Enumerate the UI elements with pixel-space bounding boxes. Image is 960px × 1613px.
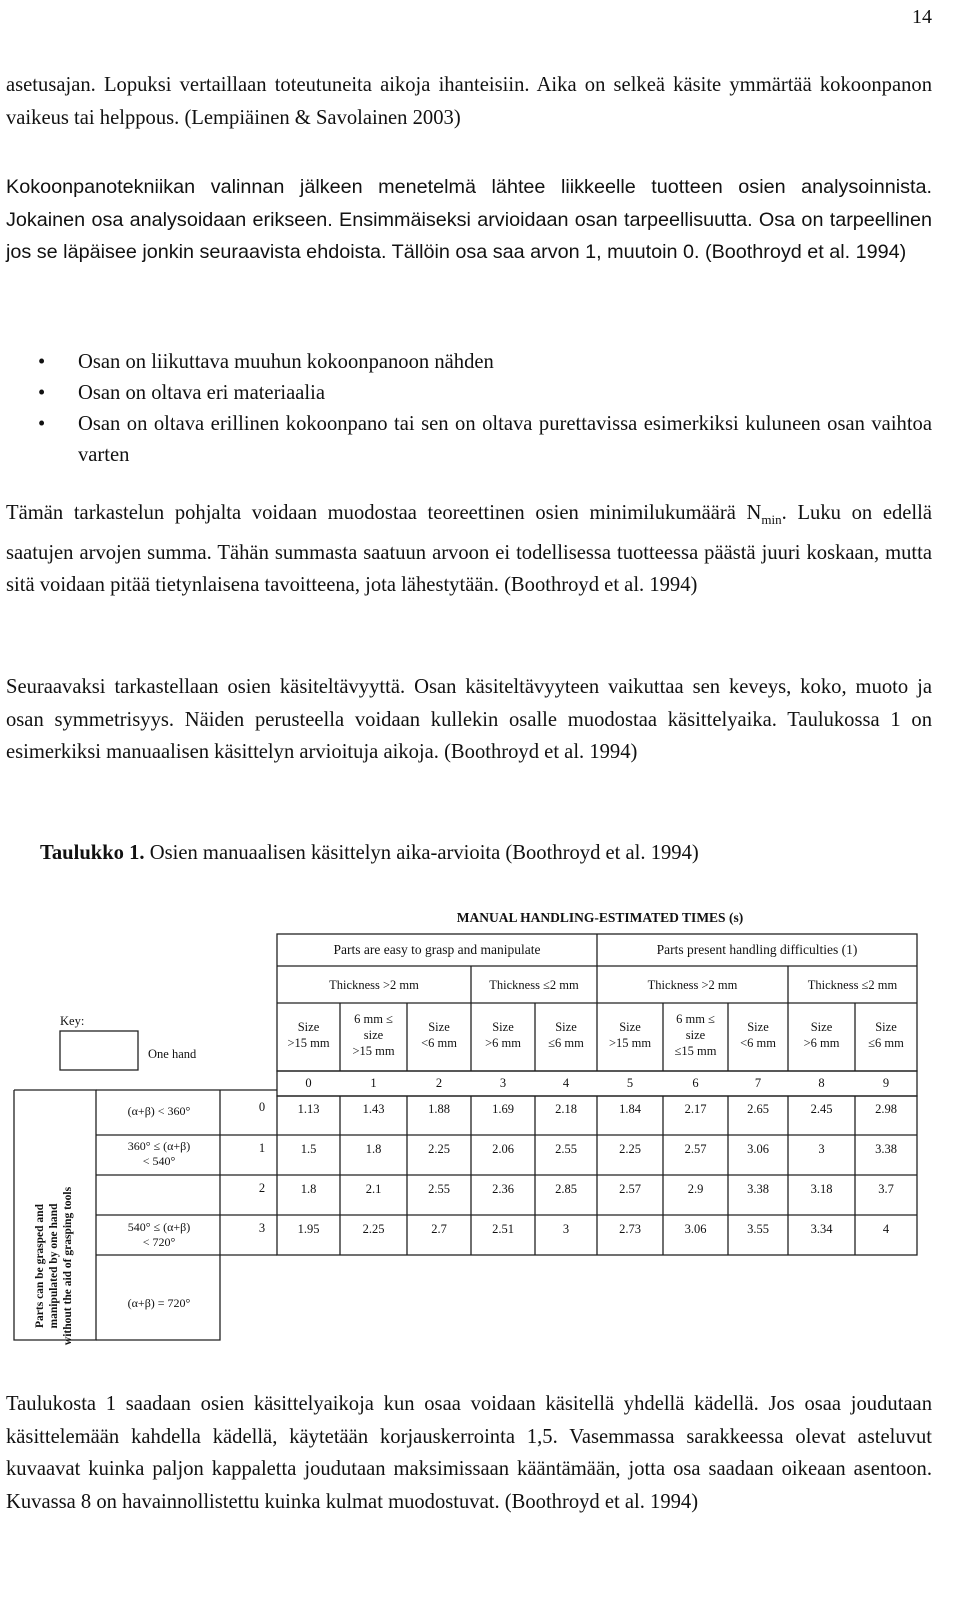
table-cell: 3.18	[810, 1182, 833, 1196]
angle-label-3: (α+β) = 720°	[127, 1296, 191, 1310]
angle-label-2: 540° ≤ (α+β) < 720°	[127, 1220, 191, 1249]
side-label: Parts can be grasped and manipulated by one hand without the aid of grasping tools	[34, 1186, 74, 1346]
table-cell: 2.57	[619, 1182, 641, 1196]
row-index-0: 0	[258, 1100, 266, 1114]
table-cell: 2.65	[747, 1102, 769, 1116]
column-index-cell: 5	[626, 1076, 634, 1090]
table-cell: 2.51	[492, 1222, 514, 1236]
table-cell: 1.8	[365, 1142, 382, 1156]
list-item-text: Osan on oltava erillinen kokoonpano tai sen on oltava purettavissa esimerkiksi kuluneen osan vaihtoa varten	[78, 413, 932, 466]
column-index-cell: 0	[305, 1076, 312, 1090]
thickness-header-1: Thickness >2 mm	[329, 978, 419, 992]
paragraph-3-end: . Luku on edellä saatujen arvojen summa. Tähän summasta saatuun arvoon ei todellisessa tuotteessa päästä juuri koskaan, mutta sitä voidaan pitää tietynlaisena tavoitteena, jota lähestytään. (Boothroyd et al. 1994)	[6, 502, 932, 597]
size-header-cell: 6 mm ≤ size ≤15 mm	[674, 1012, 717, 1058]
table-cell: 2.7	[431, 1222, 447, 1236]
list-item-text: Osan on oltava eri materiaalia	[78, 382, 326, 404]
table-cell: 2.98	[875, 1102, 897, 1116]
table-cell: 2.9	[687, 1182, 704, 1196]
table-cell: 1.13	[297, 1102, 320, 1116]
column-index-cell: 7	[754, 1076, 762, 1090]
key-one-hand-label: One hand	[148, 1047, 197, 1061]
size-header-cell: Size ≤6 mm	[548, 1020, 584, 1050]
table-cell: 2.06	[492, 1142, 514, 1156]
table-cell: 1.8	[300, 1182, 317, 1196]
size-header-cell: Size >15 mm	[608, 1020, 652, 1050]
table-cell: 3.7	[878, 1182, 894, 1196]
table-cell: 3	[818, 1142, 825, 1156]
table-cell: 3.34	[810, 1222, 833, 1236]
table-cell: 3.06	[747, 1142, 769, 1156]
paragraph-5-block	[6, 1388, 932, 1518]
size-header-cell: 6 mm ≤ size >15 mm	[352, 1012, 395, 1058]
table-cell: 2.55	[555, 1142, 577, 1156]
table-cell: 3.38	[875, 1142, 897, 1156]
paragraph-2: Kokoonpanotekniikan valinnan jälkeen menetelmä lähtee liikkeelle tuotteen osien analysoinnista. Jokainen osa analysoidaan erikseen. Ensimmäiseksi arvioidaan osan tarpeellisuutta. Osa on tarpeellinen jos se läpäisee jonkin seuraavista ehdoista. Tällöin osa saa arvon 1, muutoin 0. (Boothroyd et al. 1994)	[6, 176, 932, 264]
table-cell: 2.45	[810, 1102, 833, 1116]
size-header-cell: Size >15 mm	[287, 1020, 330, 1050]
side-label-box	[16, 1186, 92, 1346]
column-index-cell: 3	[499, 1076, 507, 1090]
table-cell: 2.17	[684, 1102, 707, 1116]
table-cell: 2.57	[684, 1142, 707, 1156]
table-cell: 2.55	[428, 1182, 450, 1196]
paragraph-3-start: Tämän tarkastelun pohjalta voidaan muodostaa teoreettinen osien minimilukumäärä N	[6, 502, 762, 524]
table-cell: 2.73	[619, 1222, 641, 1236]
nmin-subscript: min	[761, 512, 782, 528]
table-cell: 2.85	[555, 1182, 577, 1196]
table-cell: 2.36	[492, 1182, 514, 1196]
table-cell: 3.55	[747, 1222, 769, 1236]
size-header-cell: Size >6 mm	[485, 1020, 521, 1050]
bullet-icon: •	[38, 413, 46, 435]
group-easy-header: Parts are easy to grasp and manipulate	[333, 942, 541, 957]
paragraph-5: Taulukosta 1 saadaan osien käsittelyaikoja kun osaa voidaan käsitellä yhdellä kädellä. Jos osaa joudutaan käsittelemään kahdella kädellä, käytetään korjauskerrointa 1,5. Vasemmassa sarakkeessa olevat asteluvut kuvaavat kuinka paljon kappaletta joudutaan maksimissaan kääntämään, jotta osa saadaan oikeaan asentoon. Kuvassa 8 on havainnollistettu kuinka kulmat muodostuvat. (Boothroyd et al. 1994)	[6, 1393, 932, 1513]
table-cell: 2.25	[619, 1142, 641, 1156]
table-cell: 1.84	[619, 1102, 641, 1116]
table-cell: 3.06	[684, 1222, 707, 1236]
column-index-cell: 2	[435, 1076, 443, 1090]
thickness-header-3: Thickness >2 mm	[647, 978, 738, 992]
list-item-text: Osan on liikuttava muuhun kokoonpanoon nähden	[78, 351, 494, 373]
table-cell: 3	[562, 1222, 570, 1236]
size-header-cell: Size <6 mm	[421, 1020, 457, 1050]
table-cell: 1.95	[297, 1222, 320, 1236]
angle-label-0: (α+β) < 360°	[127, 1104, 191, 1118]
table-cell: 4	[882, 1222, 890, 1236]
group-difficult-header: Parts present handling difficulties (1)	[656, 942, 858, 957]
row-index-2: 2	[258, 1181, 266, 1195]
column-index-cell: 6	[692, 1076, 699, 1090]
thickness-header-4: Thickness ≤2 mm	[807, 978, 898, 992]
table-cell: 1.43	[362, 1102, 385, 1116]
key-label: Key:	[60, 1014, 85, 1028]
angle-label-1: 360° ≤ (α+β) < 540°	[127, 1139, 191, 1168]
table-title: MANUAL HANDLING-ESTIMATED TIMES (s)	[456, 910, 744, 925]
column-index-cell: 8	[818, 1076, 825, 1090]
table-cell: 2.25	[428, 1142, 450, 1156]
table-cell: 1.88	[428, 1102, 450, 1116]
size-header-cell: Size <6 mm	[740, 1020, 776, 1050]
caption-text: Osien manuaalisen käsittelyn aika-arvioita (Boothroyd et al. 1994)	[144, 842, 699, 864]
caption-label: Taulukko 1.	[40, 842, 145, 864]
paragraph-4: Seuraavaksi tarkastellaan osien käsiteltävyyttä. Osan käsiteltävyyteen vaikuttaa sen keveys, koko, muoto ja osan symmetrisyys. Näiden perusteella voidaan kullekin osalle muodostaa käsittelyaika. Taulukossa 1 on esimerkiksi manuaalisen käsittelyn arvioituja aikoja. (Boothroyd et al. 1994)	[6, 676, 932, 764]
column-index-cell: 9	[882, 1076, 890, 1090]
table-cell: 2.25	[362, 1222, 385, 1236]
bullet-icon: •	[38, 351, 46, 373]
thickness-header-2: Thickness ≤2 mm	[489, 978, 579, 992]
column-index-cell: 1	[370, 1076, 377, 1090]
size-header-cell: Size >6 mm	[803, 1020, 840, 1050]
page-number: 14	[912, 6, 932, 28]
table-cell: 3.38	[747, 1182, 769, 1196]
paragraph-1: asetusajan. Lopuksi vertaillaan toteutuneita aikoja ihanteisiin. Aika on selkeä käsite ymmärtää kokoonpanon vaikeus tai helppous. (Lempiäinen & Savolainen 2003)	[6, 74, 932, 129]
table-cell: 2.18	[555, 1102, 577, 1116]
column-index-cell: 4	[562, 1076, 570, 1090]
bullet-icon: •	[38, 382, 46, 404]
table-cell: 2.1	[365, 1182, 382, 1196]
size-header-cell: Size ≤6 mm	[868, 1020, 904, 1050]
row-index-3: 3	[258, 1221, 266, 1235]
row-index-1: 1	[258, 1141, 266, 1155]
table-cell: 1.5	[300, 1142, 317, 1156]
table-cell: 1.69	[492, 1102, 514, 1116]
